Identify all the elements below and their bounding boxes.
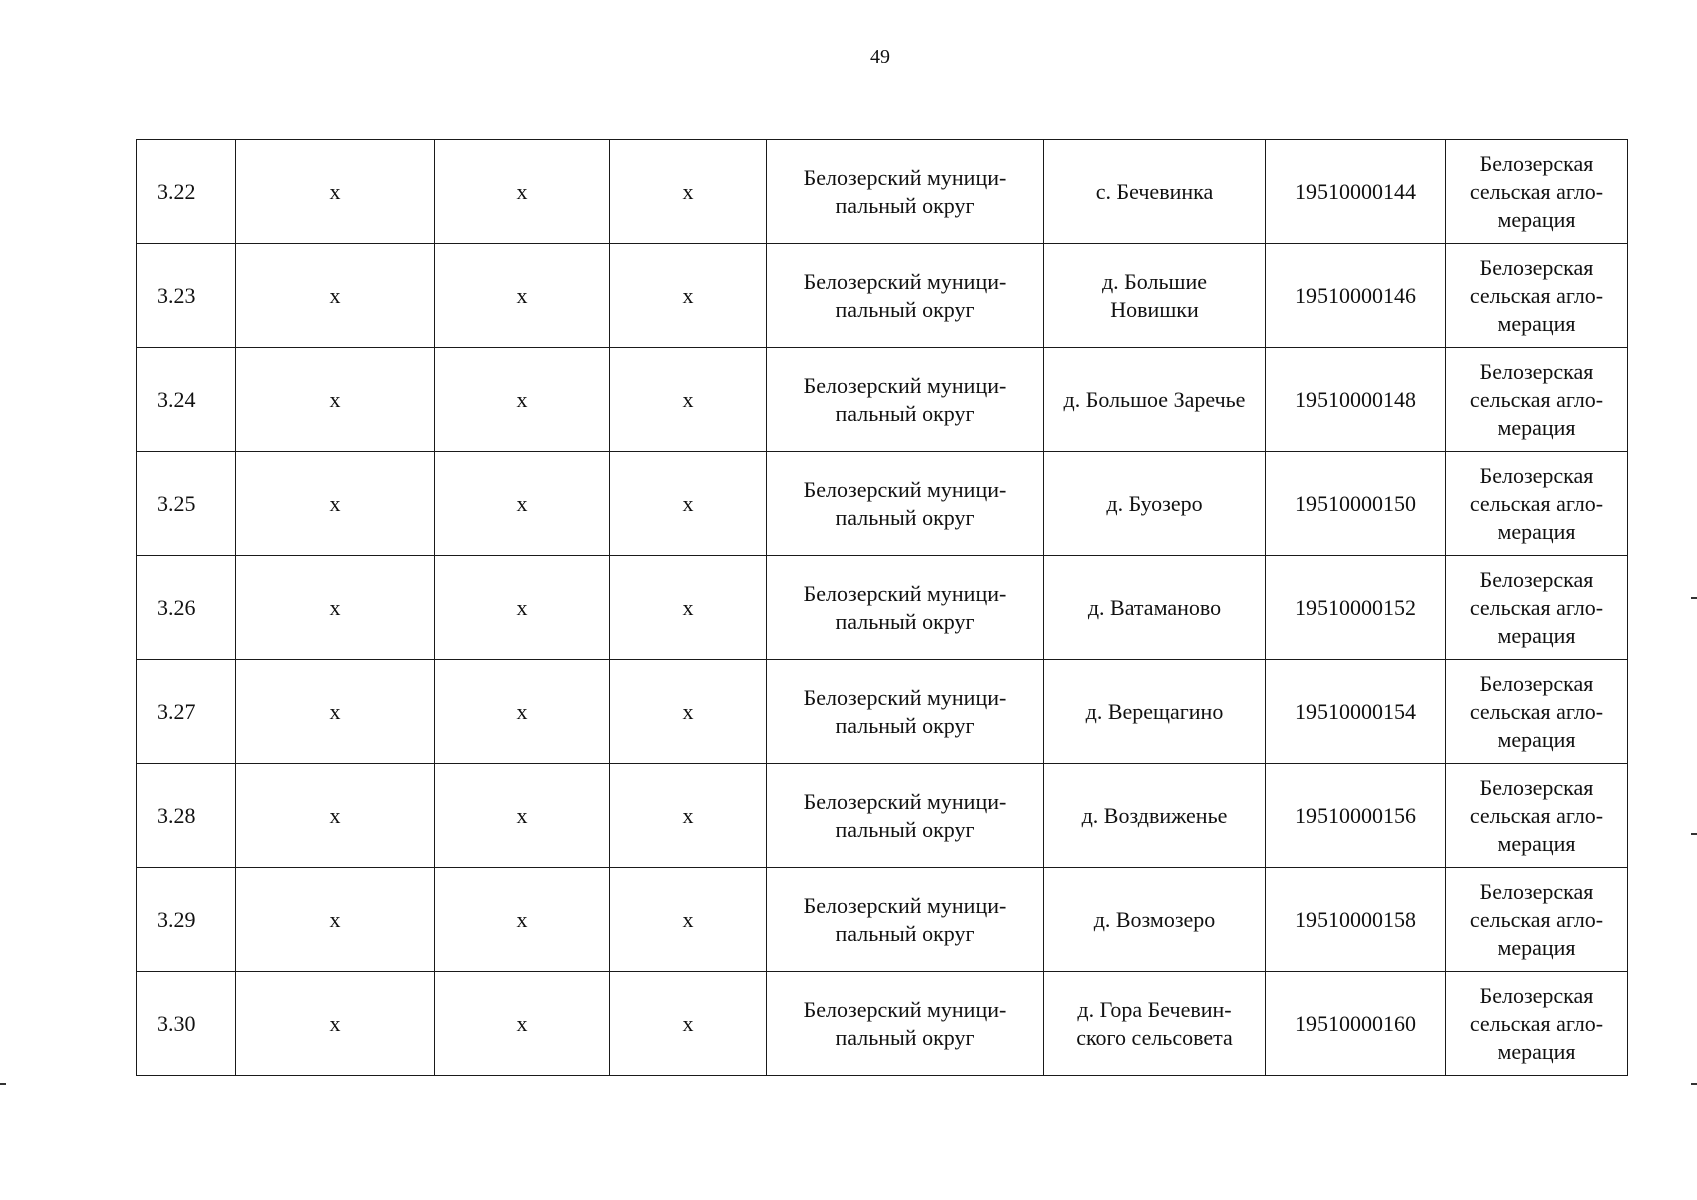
district-cell: Белозерский муници- пальный округ [767,244,1044,348]
scan-mark [1691,597,1697,599]
district-cell: Белозерский муници- пальный округ [767,972,1044,1076]
agglomeration-cell: Белозерская сельская агло- мерация [1446,972,1628,1076]
agglomeration-cell: Белозерская сельская агло- мерация [1446,764,1628,868]
row-number-cell: 3.23 [137,244,236,348]
settlement-cell: д. Гора Бечевин- ского сельсовета [1044,972,1266,1076]
mark-cell: x [610,660,767,764]
row-number-cell: 3.27 [137,660,236,764]
table-row [137,348,1628,452]
agglomeration-cell: Белозерская сельская агло- мерация [1446,140,1628,244]
row-number-cell: 3.30 [137,972,236,1076]
mark-cell: x [610,140,767,244]
district-cell: Белозерский муници- пальный округ [767,348,1044,452]
row-number-cell: 3.26 [137,556,236,660]
agglomeration-cell: Белозерская сельская агло- мерация [1446,348,1628,452]
scan-mark [1691,1083,1697,1085]
mark-cell: x [610,348,767,452]
mark-cell: x [236,140,435,244]
scan-mark [0,1083,6,1085]
code-cell: 19510000146 [1266,244,1446,348]
agglomeration-cell: Белозерская сельская агло- мерация [1446,868,1628,972]
settlement-cell: д. Ватаманово [1044,556,1266,660]
row-number-cell: 3.28 [137,764,236,868]
table-body [137,140,1628,1076]
table-row [137,140,1628,244]
settlement-cell: с. Бечевинка [1044,140,1266,244]
code-cell: 19510000144 [1266,140,1446,244]
settlement-cell: д. Верещагино [1044,660,1266,764]
mark-cell: x [236,972,435,1076]
settlement-cell: д. Большое Заречье [1044,348,1266,452]
table-row [137,972,1628,1076]
code-cell: 19510000158 [1266,868,1446,972]
mark-cell: x [435,452,610,556]
code-cell: 19510000150 [1266,452,1446,556]
mark-cell: x [610,244,767,348]
mark-cell: x [435,972,610,1076]
settlement-cell: д. Воздвиженье [1044,764,1266,868]
district-cell: Белозерский муници- пальный округ [767,140,1044,244]
mark-cell: x [610,868,767,972]
settlement-cell: д. Большие Новишки [1044,244,1266,348]
table-row [137,452,1628,556]
settlements-table [136,139,1628,1076]
mark-cell: x [236,452,435,556]
mark-cell: x [435,244,610,348]
mark-cell: x [236,244,435,348]
agglomeration-cell: Белозерская сельская агло- мерация [1446,556,1628,660]
mark-cell: x [610,452,767,556]
row-number-cell: 3.25 [137,452,236,556]
row-number-cell: 3.22 [137,140,236,244]
agglomeration-cell: Белозерская сельская агло- мерация [1446,452,1628,556]
code-cell: 19510000152 [1266,556,1446,660]
mark-cell: x [610,556,767,660]
mark-cell: x [236,764,435,868]
district-cell: Белозерский муници- пальный округ [767,556,1044,660]
district-cell: Белозерский муници- пальный округ [767,764,1044,868]
code-cell: 19510000148 [1266,348,1446,452]
table-row [137,764,1628,868]
settlement-cell: д. Буозеро [1044,452,1266,556]
row-number-cell: 3.29 [137,868,236,972]
code-cell: 19510000160 [1266,972,1446,1076]
code-cell: 19510000154 [1266,660,1446,764]
mark-cell: x [435,660,610,764]
mark-cell: x [435,348,610,452]
agglomeration-cell: Белозерская сельская агло- мерация [1446,244,1628,348]
settlement-cell: д. Возмозеро [1044,868,1266,972]
table-row [137,556,1628,660]
row-number-cell: 3.24 [137,348,236,452]
table-row [137,868,1628,972]
mark-cell: x [435,868,610,972]
mark-cell: x [435,556,610,660]
mark-cell: x [435,764,610,868]
table-row [137,244,1628,348]
district-cell: Белозерский муници- пальный округ [767,452,1044,556]
district-cell: Белозерский муници- пальный округ [767,660,1044,764]
mark-cell: x [236,660,435,764]
mark-cell: x [236,348,435,452]
table-row [137,660,1628,764]
mark-cell: x [435,140,610,244]
agglomeration-cell: Белозерская сельская агло- мерация [1446,660,1628,764]
code-cell: 19510000156 [1266,764,1446,868]
mark-cell: x [236,868,435,972]
mark-cell: x [610,764,767,868]
page-number: 49 [870,46,890,68]
mark-cell: x [236,556,435,660]
district-cell: Белозерский муници- пальный округ [767,868,1044,972]
mark-cell: x [610,972,767,1076]
scan-mark [1691,833,1697,835]
